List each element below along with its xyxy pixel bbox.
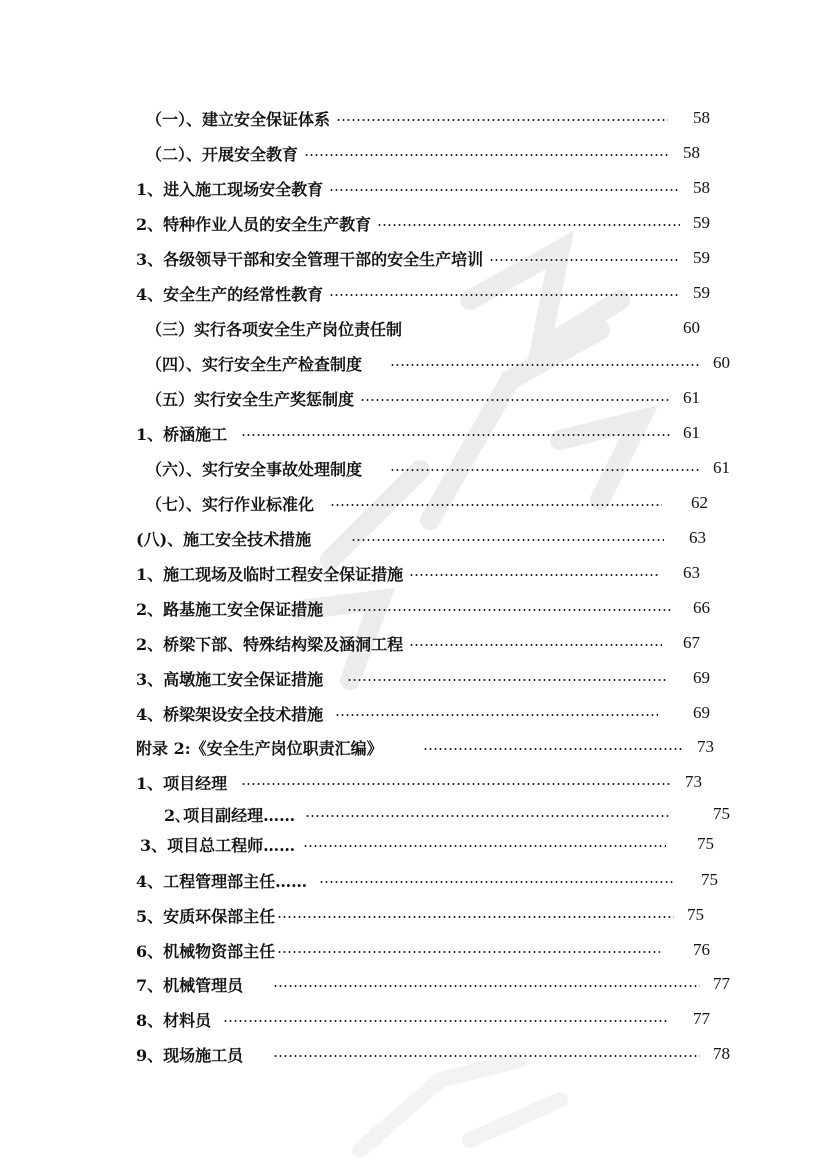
dot-leader xyxy=(335,714,658,716)
toc-entry[interactable] xyxy=(146,141,700,165)
toc-entry-title: 3、项目总工程师…… xyxy=(140,835,296,855)
dot-leader xyxy=(390,469,700,471)
toc-entry-title: 2、路基施工安全保证措施 xyxy=(136,599,324,619)
toc-entry-page: 76 xyxy=(693,940,710,959)
dot-leader xyxy=(347,609,672,611)
dot-leader xyxy=(277,951,660,953)
dot-leader xyxy=(351,539,664,541)
toc-entry[interactable] xyxy=(136,938,710,962)
toc-entry[interactable] xyxy=(136,735,714,759)
toc-entry-title: （六）、实行安全事故处理制度 xyxy=(146,459,363,479)
toc-entry-page: 58 xyxy=(693,108,711,127)
dot-leader xyxy=(423,748,684,750)
toc-entry-page: 63 xyxy=(683,563,700,582)
toc-entry-title: （四）、实行安全生产检查制度 xyxy=(146,354,363,374)
toc-entry[interactable] xyxy=(136,701,710,725)
toc-entry-title: 2、桥梁下部、特殊结构梁及涵洞工程 xyxy=(136,634,404,654)
toc-entry-title: 6、机械物资部主任 xyxy=(136,941,276,961)
toc-entry[interactable] xyxy=(146,351,730,375)
toc-entry-page: 61 xyxy=(683,423,700,442)
toc-entry-title: 3、各级领导干部和安全管理干部的安全生产培训 xyxy=(136,249,484,269)
toc-entry[interactable] xyxy=(136,903,704,927)
dot-leader xyxy=(241,783,672,785)
toc-entry-page: 67 xyxy=(683,633,700,652)
toc-entry[interactable] xyxy=(136,631,700,655)
dot-leader xyxy=(319,881,674,883)
dot-leader xyxy=(409,574,658,576)
toc-entry[interactable] xyxy=(136,246,710,270)
toc-entry-page: 59 xyxy=(693,283,710,302)
dot-leader xyxy=(336,119,668,121)
toc-entry-page: 63 xyxy=(689,528,706,547)
toc-entry[interactable] xyxy=(146,106,711,130)
dot-leader xyxy=(223,1020,668,1022)
toc-entry-title: 4、工程管理部主任…… xyxy=(136,871,308,891)
toc-entry-page: 58 xyxy=(683,143,700,162)
toc-entry-title: 9、现场施工员 xyxy=(136,1045,244,1065)
toc-entry[interactable] xyxy=(146,386,700,410)
dot-leader xyxy=(360,399,670,401)
toc-entry-page: 61 xyxy=(683,388,700,407)
toc-entry-page: 69 xyxy=(693,668,710,687)
toc-entry-title: （五）实行安全生产奖惩制度 xyxy=(146,389,355,409)
toc-entry-title: 4、桥梁架设安全技术措施 xyxy=(136,704,324,724)
toc-entry-title: 1、施工现场及临时工程安全保证措施 xyxy=(136,564,404,584)
toc-entry-title: （一）、建立安全保证体系 xyxy=(146,109,331,129)
toc-entry-title: 1、桥涵施工 xyxy=(136,424,228,444)
toc-entry-page: 75 xyxy=(697,834,714,853)
toc-entry-title: （三）实行各项安全生产岗位责任制 xyxy=(146,319,403,339)
toc-entry[interactable] xyxy=(136,526,706,550)
toc-entry-page: 69 xyxy=(693,703,710,722)
toc-entry-page: 75 xyxy=(687,905,704,924)
dot-leader xyxy=(489,259,680,261)
toc-entry-page: 66 xyxy=(693,598,710,617)
dot-leader xyxy=(390,364,700,366)
dot-leader xyxy=(409,644,662,646)
dot-leader xyxy=(304,154,670,156)
toc-entry[interactable] xyxy=(140,832,714,856)
toc-entry-title: 附录 2:《安全生产岗位职责汇编》 xyxy=(136,738,383,758)
dot-leader xyxy=(330,504,662,506)
toc-entry-page: 78 xyxy=(713,1044,730,1063)
toc-entry[interactable] xyxy=(136,596,710,620)
toc-entry[interactable] xyxy=(136,1042,730,1066)
toc-entry[interactable] xyxy=(136,421,700,445)
dot-leader xyxy=(303,845,666,847)
toc-entry-title: 3、高墩施工安全保证措施 xyxy=(136,669,324,689)
toc-entry-title: 2､项目副经理…… xyxy=(164,805,296,825)
toc-entry-title: 1、进入施工现场安全教育 xyxy=(136,179,324,199)
toc-entry[interactable] xyxy=(146,491,708,515)
toc-entry-title: (八)、施工安全技术措施 xyxy=(136,529,312,549)
toc-entry-page: 59 xyxy=(693,248,710,267)
dot-leader xyxy=(377,224,680,226)
toc-entry[interactable] xyxy=(136,281,710,305)
toc-entry-title: 7、机械管理员 xyxy=(136,975,244,995)
toc-entry[interactable] xyxy=(146,456,730,480)
toc-entry-page: 60 xyxy=(683,318,700,337)
toc-entry-page: 61 xyxy=(713,458,730,477)
toc-entry[interactable] xyxy=(136,666,710,690)
toc-entry-page: 73 xyxy=(685,772,702,791)
toc-entry-title: 1、项目经理 xyxy=(136,773,228,793)
dot-leader xyxy=(305,815,670,817)
toc-entry-page: 60 xyxy=(713,353,730,372)
toc-entry-page: 75 xyxy=(713,804,730,823)
toc-entry[interactable] xyxy=(136,211,710,235)
toc-entry[interactable] xyxy=(136,176,710,200)
dot-leader xyxy=(273,1055,700,1057)
toc-entry-page: 59 xyxy=(693,213,710,232)
toc-entry-page: 75 xyxy=(701,870,718,889)
toc-entry[interactable] xyxy=(136,770,702,794)
toc-entry[interactable] xyxy=(146,316,700,340)
toc-entry-title: 2、特种作业人员的安全生产教育 xyxy=(136,214,372,234)
toc-entry-page: 77 xyxy=(713,974,730,993)
dot-leader xyxy=(347,679,668,681)
toc-entry-title: 8、材料员 xyxy=(136,1010,212,1030)
dot-leader xyxy=(241,434,670,436)
toc-entry-page: 73 xyxy=(697,737,714,756)
toc-entry[interactable] xyxy=(164,802,730,826)
dot-leader xyxy=(329,294,680,296)
dot-leader xyxy=(329,189,680,191)
toc-entry-title: 5、安质环保部主任 xyxy=(136,906,276,926)
toc-entry-title: （七）、实行作业标准化 xyxy=(146,494,315,514)
dot-leader xyxy=(273,985,700,987)
toc-entry-title: （二）、开展安全教育 xyxy=(146,144,299,164)
toc-entry-page: 62 xyxy=(691,493,708,512)
toc-entry[interactable] xyxy=(136,868,718,892)
toc-entry-page: 77 xyxy=(693,1009,710,1028)
dot-leader xyxy=(277,916,674,918)
toc-entry[interactable] xyxy=(136,1007,710,1031)
toc-entry[interactable] xyxy=(136,972,730,996)
toc-entry[interactable] xyxy=(136,561,700,585)
toc-entry-page: 58 xyxy=(693,178,710,197)
toc-entry-title: 4、安全生产的经常性教育 xyxy=(136,284,324,304)
